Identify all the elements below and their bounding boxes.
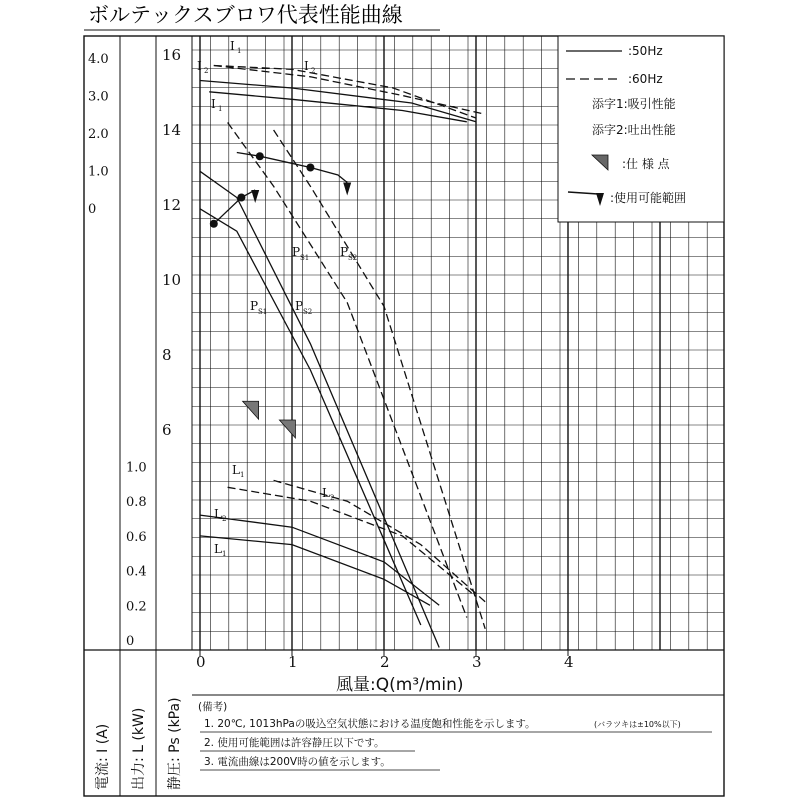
pressure-tick-label: 12 [162, 196, 182, 214]
pressure-tick-label: 8 [162, 346, 172, 364]
tick-labels [88, 46, 574, 671]
label-Ps1-60: P [292, 245, 301, 259]
legend-suffix2: 添字2:吐出性能 [592, 123, 676, 137]
label-I2-50: I [197, 59, 202, 73]
x-tick-label: 3 [472, 653, 482, 671]
label-L1-50: L [214, 542, 222, 556]
label-I2-50-sub: 2 [204, 67, 209, 75]
curve-Ps1-50Hz [200, 209, 421, 625]
curve-labels [197, 39, 357, 558]
legend-usable-range: :使用可能範囲 [610, 191, 687, 205]
label-I1-50-sub: 1 [218, 105, 223, 113]
x-tick-label: 4 [564, 653, 574, 671]
label-L1-50-sub: 1 [222, 550, 227, 558]
label-L2-60-sub: 2 [330, 494, 335, 502]
output-tick-label: 0 [126, 634, 135, 649]
output-tick-label: 0.6 [126, 529, 147, 545]
current-tick-label: 4.0 [88, 52, 109, 67]
notes [198, 700, 712, 770]
output-tick-label: 1.0 [126, 460, 147, 476]
legend-spec-point: :仕 様 点 [622, 157, 670, 171]
spec-point-marker [243, 401, 259, 419]
label-Ps2-60: P [340, 245, 349, 259]
label-I2-60: I [304, 59, 309, 73]
curve-I1-50Hz [209, 92, 467, 122]
pressure-tick-label: 6 [162, 421, 172, 439]
x-axis-title: 風量:Q(m³/min) [336, 675, 464, 695]
label-L2-50: L [214, 507, 222, 521]
output-tick-label: 0.4 [126, 564, 147, 580]
label-L2-60: L [322, 486, 330, 500]
current-tick-label: 2.0 [88, 127, 109, 142]
label-Ps2-50-sub: S2 [303, 308, 313, 316]
curve-Ps2-60Hz [274, 130, 486, 629]
label-Ps1-50: P [250, 299, 259, 313]
x-tick-label: 0 [196, 653, 206, 671]
label-Ps1-60-sub: S1 [300, 254, 310, 262]
output-tick-label: 0.8 [126, 495, 147, 511]
label-Ps1-50-sub: S1 [258, 308, 268, 316]
usable-range-arrow [343, 183, 351, 196]
pressure-tick-label: 16 [162, 46, 182, 64]
curve-L2-50Hz [200, 515, 439, 605]
pressure-tick-label: 10 [162, 271, 182, 289]
spec-point-marker [279, 420, 295, 438]
label-L1-60: L [232, 463, 240, 477]
current-tick-label: 1.0 [88, 164, 109, 180]
curve-Ps2-50Hz [200, 171, 439, 647]
label-L2-50-sub: 2 [222, 515, 227, 523]
label-I2-60-sub: 2 [311, 67, 316, 75]
output-axis-title: 出力: L (kW) [131, 707, 147, 790]
current-axis-title: 電流: I (A) [95, 723, 111, 790]
legend-50hz: :50Hz [628, 44, 663, 58]
note-1-small: (バラツキは±10%以下) [594, 720, 681, 729]
data-curves [200, 66, 485, 648]
legend [558, 36, 724, 222]
x-tick-label: 2 [380, 653, 390, 671]
x-tick-label: 1 [288, 653, 298, 671]
label-Ps2-50: P [295, 299, 304, 313]
notes-header: (備考) [198, 701, 228, 713]
output-tick-label: 0.2 [126, 599, 147, 615]
label-I1-60: I [230, 39, 235, 53]
label-Ps2-60-sub: S2 [348, 254, 358, 262]
legend-suffix1: 添字1:吸引性能 [592, 97, 676, 111]
chart-title: ボルテックスブロワ代表性能曲線 [88, 3, 403, 27]
usable-range-arrow [251, 190, 259, 203]
pressure-tick-label: 14 [162, 121, 182, 139]
current-tick-label: 0 [88, 202, 97, 217]
label-I1-60-sub: 1 [237, 47, 242, 55]
note-3: 3. 電流曲線は200V時の値を示します。 [204, 756, 391, 768]
note-2: 2. 使用可能範囲は許容静圧以下です。 [204, 737, 385, 749]
label-I1-50: I [211, 97, 216, 111]
label-L1-60-sub: 1 [240, 471, 245, 479]
legend-60hz: :60Hz [628, 72, 663, 86]
note-1: 1. 20℃, 1013hPaの吸込空気状態における温度飽和性能を示します。 [204, 718, 536, 730]
current-tick-label: 3.0 [88, 89, 109, 105]
pressure-axis-title: 静圧: Ps (kPa) [167, 697, 183, 790]
